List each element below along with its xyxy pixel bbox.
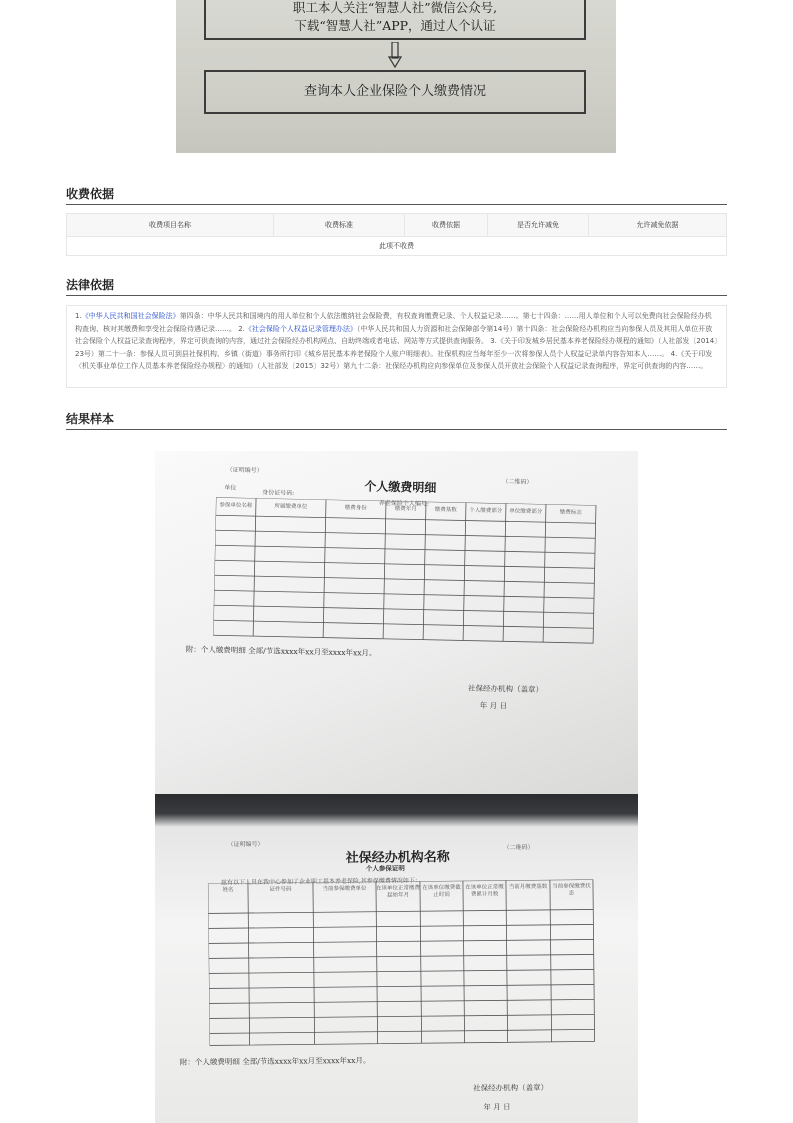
sample2-document <box>155 794 638 1123</box>
sample2-col: 在该单位缴费截止时间 <box>422 884 461 899</box>
sample1-col: 单位缴费部分 <box>509 508 543 516</box>
sample2-qr-code-label: （二维码） <box>503 844 534 852</box>
sample2-description: 兹有以下人员在我中心参加了企业职工基本养老保险,其参保缴费情况如下： <box>220 877 421 887</box>
sample2-col: 当前参保缴费单位 <box>322 885 367 893</box>
sample1-unit-label: 单位 <box>224 484 237 492</box>
fee-col-reducible: 是否允许减免 <box>488 214 589 237</box>
sample2-date: 年 月 日 <box>483 1102 511 1112</box>
law-text <box>66 305 727 388</box>
sample1-qr-code-label: （二维码） <box>502 478 533 486</box>
sample1-col: 参保单位名称 <box>219 502 253 510</box>
flow-step-register-line1: 职工本人关注“智慧人社”微信公众号, <box>292 0 498 15</box>
sample2-col: 当前月缴费基数 <box>508 883 548 891</box>
fee-section-title: 收费依据 <box>66 187 115 201</box>
sample1-col: 缴费身份 <box>344 504 367 512</box>
sample1-note: 附：个人缴费明细 全部/节选xxxx年xx月至xxxx年xx月。 <box>185 644 377 658</box>
sample1-date: 年 月 日 <box>479 700 508 711</box>
fee-col-name: 收费项目名称 <box>67 214 274 237</box>
flow-step-query: 查询本人企业保险个人缴费情况 <box>204 70 586 114</box>
sample2-col: 姓名 <box>222 887 234 894</box>
sample1-insured-no: 养老保险个人编号: <box>378 499 430 508</box>
sample-photo-payment-detail <box>155 451 638 794</box>
law-section-divider <box>66 295 727 296</box>
law-text-part: 1. <box>75 312 82 320</box>
sample2-cert-no: （证明编号） <box>227 840 264 849</box>
flow-step-register-line2: 下载“智慧人社”APP，通过人个认证 <box>294 18 496 33</box>
sample1-title: 个人缴费明细 <box>364 479 437 495</box>
fee-col-standard: 收费标准 <box>274 214 405 237</box>
fee-col-reduce-basis: 允许减免依据 <box>589 214 727 237</box>
sample1-document <box>155 451 638 794</box>
sample2-col: 当前参保缴费状态 <box>552 883 591 897</box>
sample1-col: 缴费标志 <box>559 509 582 516</box>
sample1-agency: 社保经办机构（盖章） <box>468 683 544 695</box>
law-text-part: （中华人民共和国人力资源和社会保障部令第14号）第十四条：社会保险经办机构应当向参保人员及其用人单位开放社会保险个人权益记录查询程序，界定可供查询的内容，通过社会保险经办机构网点、自助终端或者电话、网站等方式提供查询服务。 3.《关于印发城乡居民基本养老保险经办规程的通知》（人社部发〔2014〕23号）第二十一条：参保人员可到县社保机构、乡镇（街道）事务所打印《城乡居民基本养老保险个人账户明细表》。社保机构应当每年至少一次将参保人员个人权益记录单内容告知本人……。 4.《关于印发〈机关事业单位工作人员基本养老保险经办规程〉的通知》（人社部发〔2015〕32号）第九十二条：社保经办机构应向参保单位及参保人员开放社会保险个人权益记录查询程序，界定可供查询的内容……。 <box>75 324 718 371</box>
law-link-rights-record[interactable]: 《社会保险个人权益记录管理办法》 <box>244 324 357 333</box>
sample2-col: 在该单位正常缴费起始年月 <box>375 885 421 899</box>
fee-table-header <box>67 214 727 237</box>
sample2-table-grid <box>208 879 610 1053</box>
sample1-col: 个人缴费部分 <box>469 507 503 515</box>
sample2-agency: 社保经办机构（盖章） <box>473 1082 549 1093</box>
law-section-title: 法律依据 <box>66 278 115 292</box>
flowchart-photo <box>176 0 616 153</box>
fee-col-basis: 收费依据 <box>405 214 488 237</box>
sample2-title: 社保经办机构名称 <box>345 849 450 867</box>
fee-section-divider <box>66 204 727 205</box>
sample2-subtitle: 个人参保证明 <box>365 864 405 873</box>
result-section-title: 结果样本 <box>66 412 115 426</box>
law-link-social-insurance[interactable]: 《中华人民共和国社会保险法》 <box>81 312 180 320</box>
fee-table <box>66 213 727 256</box>
fee-table-row <box>67 237 727 256</box>
flow-arrow-icon <box>388 42 402 68</box>
sample-photo-insurance-certificate <box>155 794 638 1123</box>
result-section-divider <box>66 429 727 430</box>
sample1-col: 缴费年月 <box>394 506 417 513</box>
sample1-id-label: 身份证号码: <box>262 489 295 497</box>
sample1-cert-no: （证明编号） <box>226 466 263 475</box>
sample2-note: 附：个人缴费明细 全部/节选xxxx年xx月至xxxx年xx月。 <box>179 1055 371 1067</box>
sample2-col: 在该单位正常缴费累计月数 <box>465 884 504 898</box>
flow-step-register <box>204 0 586 40</box>
sample1-table-grid <box>213 497 616 655</box>
sample2-col: 证件号码 <box>269 886 292 893</box>
sample1-col: 所属缴费单位 <box>274 503 308 511</box>
sample1-col: 缴费基数 <box>434 506 457 514</box>
law-text-part: 第四条：中华人民共和国境内的用人单位和个人依法缴纳社会保险费，有权查询缴费记录、个人权益记录……。第七十四条：……用人单位和个人可以免费向社会保险经办机构查询、核对其缴费和享受社会保险待遇记录……。 2. <box>75 312 712 333</box>
fee-empty-message: 此项不收费 <box>67 237 727 256</box>
